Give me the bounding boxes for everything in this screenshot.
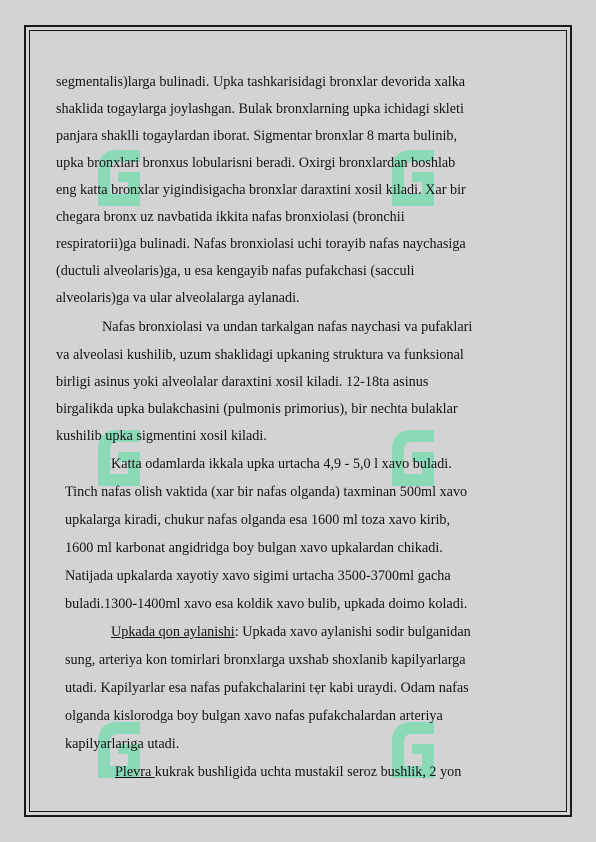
text-span: kukrak bushligida uchta mustakil seroz bushlik, 2 yon: [154, 764, 462, 780]
text-line: kushilib upka sigmentini xosil kiladi.: [56, 428, 267, 444]
text-line: Natijada upkalarda xayotiy xavo sigimi urtacha 3500-3700ml gacha: [65, 568, 451, 584]
text-line: alveolaris)ga va ular alveolalarga aylanadi.: [56, 290, 300, 306]
text-line: birligi asinus yoki alveolalar daraxtini xosil kiladi. 12-18ta asinus: [56, 374, 429, 390]
text-line: chegara bronx uz navbatida ikkita nafas bronxiolasi (bronchii: [56, 209, 405, 225]
text-line: va alveolasi kushilib, uzum shaklidagi upkaning struktura va funksional: [56, 347, 464, 363]
text-line: (ductuli alveolaris)ga, u esa kengayib nafas pufakchasi (sacculi: [56, 263, 415, 279]
heading-plevra: Plevra: [115, 764, 155, 780]
text-line: buladi.1300-1400ml xavo esa koldik xavo bulib, upkada doimo koladi.: [65, 596, 468, 612]
text-line: utadi. Kapilyarlar esa nafas pufakchalarini tҿr kabi uraydi. Odam nafas: [65, 680, 469, 696]
text-line: olganda kislorodga boy bulgan xavo nafas pufakchalardan arteriya: [65, 708, 443, 724]
text-line: Nafas bronxiolasi va undan tarkalgan nafas naychasi va pufaklari: [102, 319, 473, 335]
text-line: birgalikda upka bulakchasini (pulmonis primorius), bir nechta bulaklar: [56, 401, 458, 417]
heading-upkada-qon-aylanishi: Upkada qon aylanishi: [111, 624, 235, 640]
text-line: [115, 763, 461, 781]
text-line: 1600 ml karbonat angidridga boy bulgan xavo upkalardan chikadi.: [65, 540, 443, 556]
text-line: [111, 623, 471, 641]
text-line: upka bronxlari bronxus lobularisni beradi. Oxirgi bronxlardan boshlab: [56, 155, 456, 171]
text-line: respiratorii)ga bulinadi. Nafas bronxiolasi uchi torayib nafas naychasiga: [56, 236, 466, 252]
text-line: shaklida togaylarga joylashgan. Bulak bronxlarning upka ichidagi skleti: [56, 101, 464, 117]
text-line: eng katta bronxlar yigindisigacha bronxlar daraxtini xosil kiladi. Xar bir: [56, 182, 466, 198]
text-line: sung, arteriya kon tomirlari bronxlarga uxshab shoxlanib kapilyarlarga: [65, 652, 466, 668]
text-line: Katta odamlarda ikkala upka urtacha 4,9 - 5,0 l xavo buladi.: [111, 456, 452, 472]
text-line: Tinch nafas olish vaktida (xar bir nafas olganda) taxminan 500ml xavo: [65, 484, 468, 500]
text-line: segmentalis)larga bulinadi. Upka tashkarisidagi bronxlar devorida xalka: [56, 74, 466, 90]
text-span: : Upkada xavo aylanishi sodir bulganidan: [234, 624, 471, 640]
text-line: kapilyarlariga utadi.: [65, 736, 180, 752]
text-line: panjara shaklli togaylardan iborat. Sigmentar bronxlar 8 marta bulinib,: [56, 128, 458, 144]
text-line: upkalarga kiradi, chukur nafas olganda esa 1600 ml toza xavo kirib,: [65, 512, 451, 528]
